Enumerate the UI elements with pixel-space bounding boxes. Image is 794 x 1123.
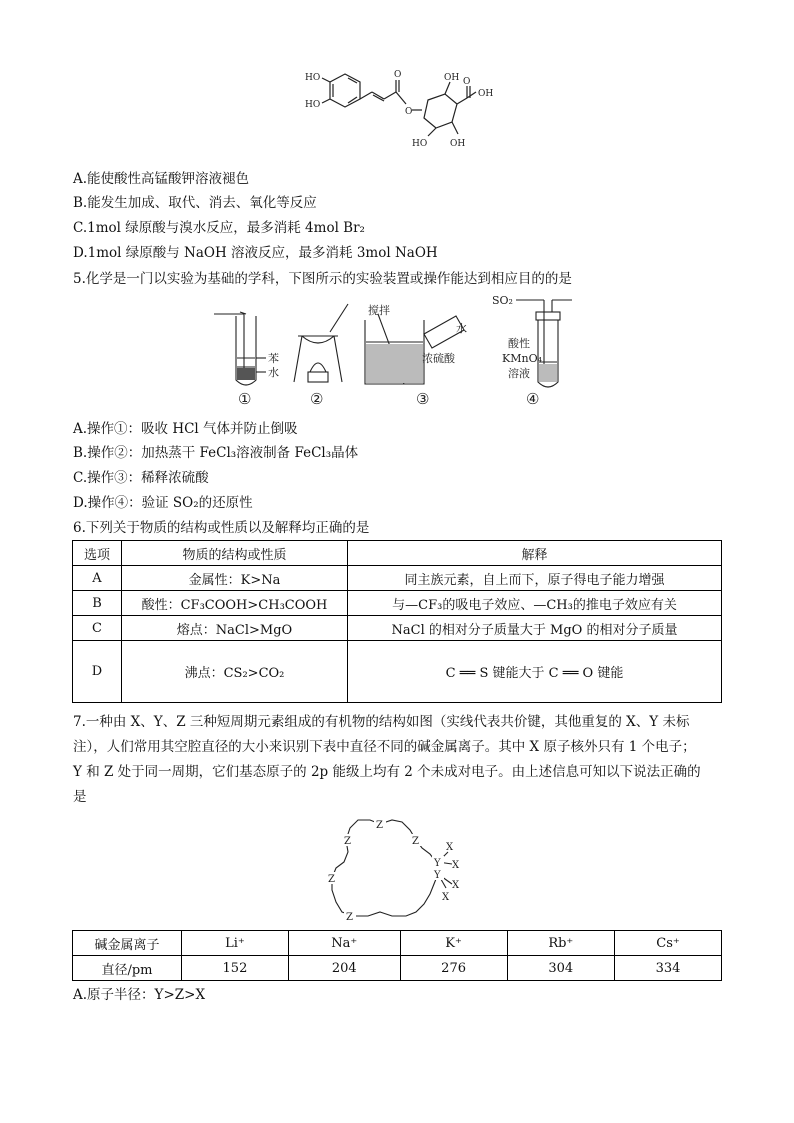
mol1-label: O [405, 107, 413, 117]
q7-cell: 304 [507, 956, 615, 981]
label-water2: 水 [456, 322, 467, 335]
ring-label: Y [434, 870, 441, 881]
mol1-label: HO [412, 139, 428, 149]
q6-cell: 金属性：K>Na [122, 566, 348, 591]
q6-cell: 同主族元素，自上而下，原子得电子能力增强 [348, 566, 722, 591]
label-conc-acid: 浓硫酸 [422, 352, 455, 365]
q4-option-d: D.1mol 绿原酸与 NaOH 溶液反应，最多消耗 3mol NaOH [73, 245, 438, 261]
q7-stem-line: Y 和 Z 处于同一周期，它们基态原子的 2p 能级上均有 2 个未成对电子。由上述信息可知以下说法正确的 [73, 764, 701, 780]
label-kmno4: KMnO₄ [502, 352, 542, 365]
q4-option-b: B.能发生加成、取代、消去、氧化等反应 [73, 195, 317, 211]
table-row [73, 616, 722, 641]
q6-header: 选项 [73, 541, 122, 566]
q7-cell: 276 [400, 956, 507, 981]
table-row [73, 641, 722, 703]
apparatus-number: ① [238, 390, 252, 408]
q6-table [72, 540, 722, 703]
ring-label: Z [412, 836, 419, 847]
apparatus-number: ③ [416, 390, 430, 408]
label-solution: 溶液 [508, 367, 530, 380]
q7-header: 碱金属离子 [73, 931, 182, 956]
q6-cell: NaCl 的相对分子质量大于 MgO 的相对分子质量 [348, 616, 722, 641]
crown-ether-structure [322, 812, 472, 924]
table-row [73, 591, 722, 616]
ring-label: Y [434, 858, 441, 869]
q7-cell: 334 [615, 956, 722, 981]
q6-cell: 沸点：CS₂>CO₂ [122, 641, 348, 703]
q6-stem: 6.下列关于物质的结构或性质以及解释均正确的是 [73, 520, 370, 536]
q6-cell: A [73, 566, 122, 591]
q7-stem-line: 注），人们常用其空腔直径的大小来识别下表中直径不同的碱金属离子。其中 X 原子核外只有 1 个电子； [73, 739, 696, 755]
label-acidic: 酸性 [508, 337, 530, 350]
apparatus-number: ④ [526, 390, 540, 408]
chlorogenic-acid-structure [300, 62, 510, 150]
mol1-label: OH [444, 73, 460, 83]
mol1-label: O [394, 70, 402, 80]
q7-header: Cs⁺ [615, 931, 722, 956]
q7-stem-line: 是 [73, 789, 87, 805]
table-row [73, 566, 722, 591]
table-row [73, 956, 722, 981]
q5-option-c: C.操作③：稀释浓硫酸 [73, 470, 209, 486]
q7-header: Li⁺ [182, 931, 289, 956]
ring-label: Z [376, 820, 383, 831]
q6-cell: C [73, 616, 122, 641]
label-stir: 搅拌 [368, 304, 390, 317]
q5-stem: 5.化学是一门以实验为基础的学科，下图所示的实验装置或操作能达到相应目的的是 [73, 271, 572, 287]
ring-label: Z [328, 874, 335, 885]
ring-label: Z [346, 912, 353, 923]
q7-header: Rb⁺ [507, 931, 615, 956]
q4-option-c: C.1mol 绿原酸与溴水反应，最多消耗 4mol Br₂ [73, 220, 365, 236]
label-water: 水 [268, 366, 279, 379]
q5-option-a: A.操作①：吸收 HCl 气体并防止倒吸 [73, 421, 298, 437]
ring-label: X [452, 880, 460, 891]
mol1-label: OH [450, 139, 466, 149]
q7-option-a: A.原子半径：Y>Z>X [73, 987, 206, 1003]
mol1-label: O [463, 77, 471, 87]
ring-label: X [442, 892, 450, 903]
q6-cell: 熔点：NaCl>MgO [122, 616, 348, 641]
label-so2: SO₂ [492, 294, 513, 307]
q6-cell: 与—CF₃的吸电子效应、—CH₃的推电子效应有关 [348, 591, 722, 616]
ring-label: X [452, 860, 460, 871]
apparatus-number: ② [310, 390, 324, 408]
q7-row-label: 直径/pm [73, 956, 182, 981]
ring-label: X [446, 842, 454, 853]
q5-option-b: B.操作②：加热蒸干 FeCl₃溶液制备 FeCl₃晶体 [73, 445, 359, 461]
q5-option-d: D.操作④：验证 SO₂的还原性 [73, 495, 253, 511]
q6-cell: B [73, 591, 122, 616]
q7-cell: 152 [182, 956, 289, 981]
q7-stem-line: 7.一种由 X、Y、Z 三种短周期元素组成的有机物的结构如图（实线代表共价键，其他重复的 X、Y 未标 [73, 714, 690, 730]
q5-apparatus-figure [210, 292, 580, 410]
q6-cell: 酸性：CF₃COOH>CH₃COOH [122, 591, 348, 616]
q6-header: 解释 [348, 541, 722, 566]
label-benzene: 苯 [268, 352, 279, 365]
mol1-label: HO [305, 73, 321, 83]
mol1-label: OH [478, 89, 494, 99]
q7-header: Na⁺ [288, 931, 400, 956]
q7-cell: 204 [288, 956, 400, 981]
ring-label: Z [344, 836, 351, 847]
q7-header: K⁺ [400, 931, 507, 956]
q4-option-a: A.能使酸性高锰酸钾溶液褪色 [73, 171, 250, 187]
q6-cell: C ══ S 键能大于 C ══ O 键能 [348, 641, 722, 703]
q7-table [72, 930, 722, 981]
q6-header: 物质的结构或性质 [122, 541, 348, 566]
mol1-label: HO [305, 100, 321, 110]
q6-cell: D [73, 641, 122, 703]
